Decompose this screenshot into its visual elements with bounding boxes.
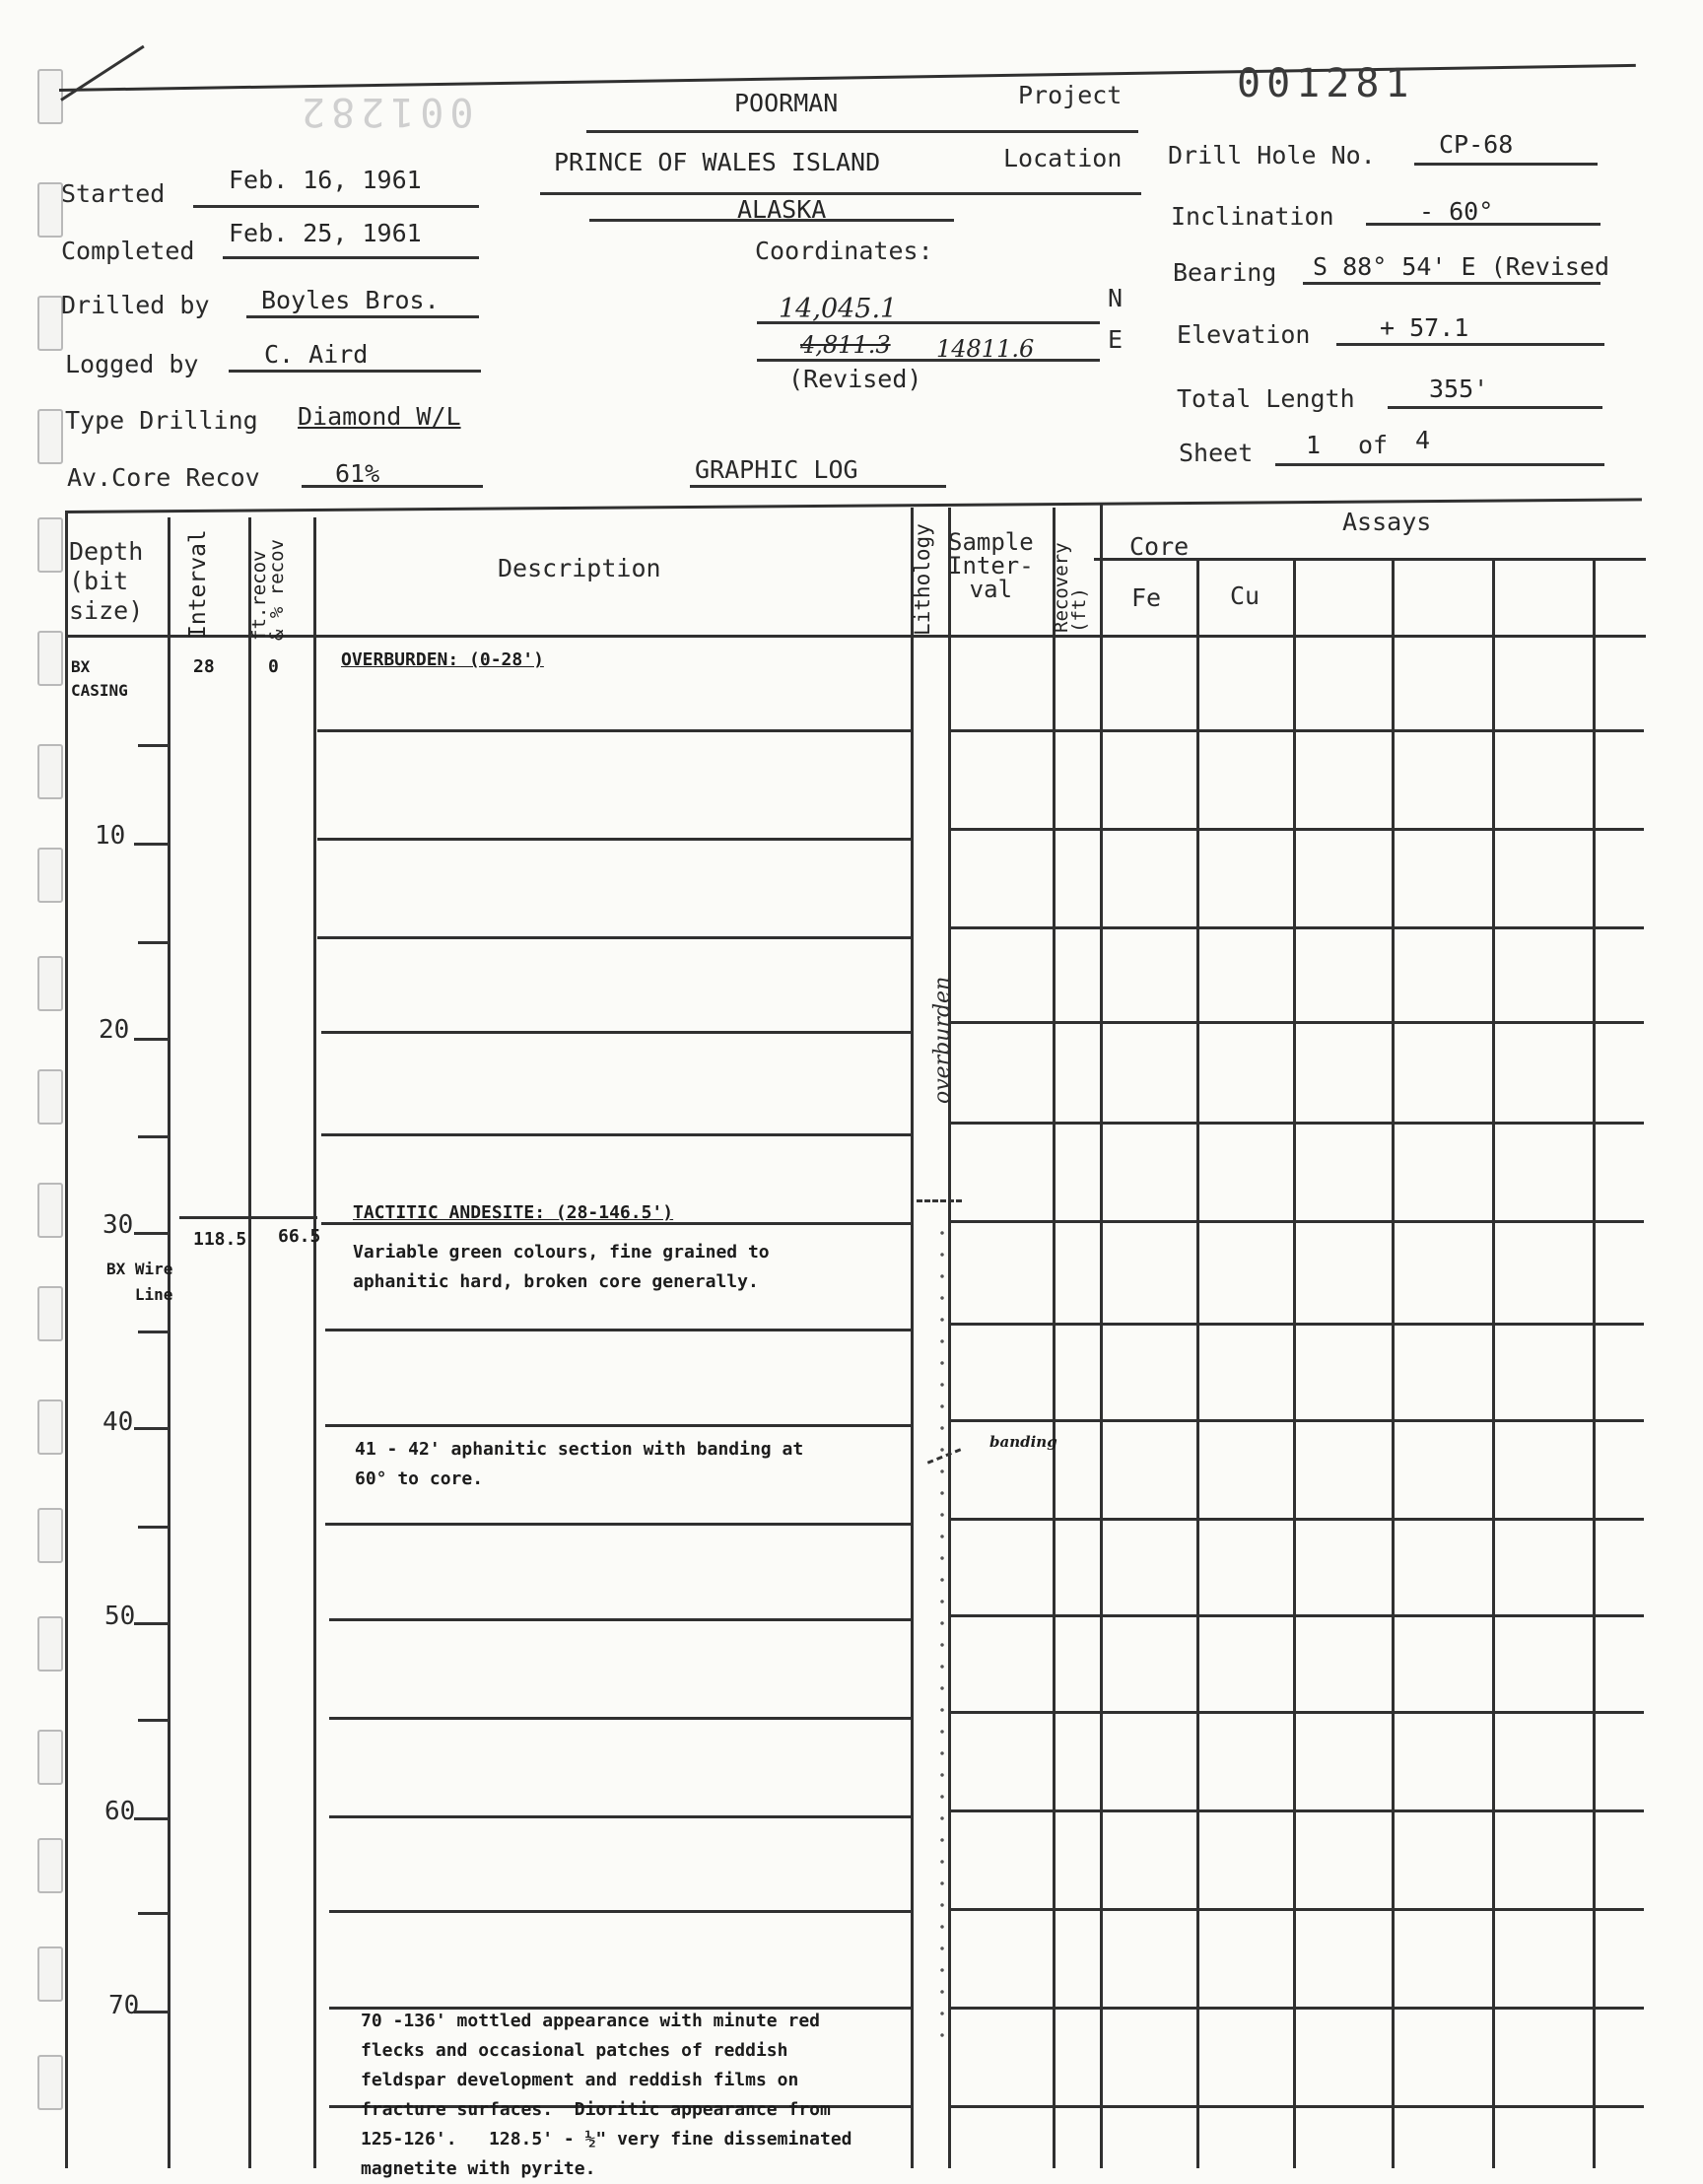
depth-tick (138, 1135, 170, 1138)
binder-hole (37, 1838, 63, 1893)
field-value-type-drilling: Diamond W/L (298, 402, 461, 431)
coord-n-underline (757, 321, 1100, 324)
row-line (948, 926, 1644, 929)
depth-tick-major (134, 843, 170, 846)
field-value-total-length: 355' (1429, 375, 1489, 403)
coord-e-label: E (1108, 325, 1124, 354)
binder-hole (37, 1069, 63, 1125)
table-header-bottom (65, 635, 1646, 638)
field-value-core-recov: 61% (335, 459, 380, 488)
depth-tick (138, 1331, 170, 1333)
lithology-overburden-label: overburden (930, 976, 955, 1104)
col-line-assay3 (1392, 558, 1395, 2168)
depth-tick-major (134, 2011, 170, 2013)
location-value: PRINCE OF WALES ISLAND (554, 148, 881, 176)
binder-hole (37, 1616, 63, 1672)
banding-note: banding (989, 1433, 1057, 1451)
depth-tick-major (134, 1427, 170, 1430)
field-value-completed: Feb. 25, 1961 (229, 219, 422, 247)
depth-tick-major (134, 1038, 170, 1041)
header-assays: Assays (1342, 508, 1432, 536)
binder-hole (37, 744, 63, 799)
header-interval: Interval (185, 529, 211, 639)
location-underline-2 (589, 219, 954, 222)
project-value: POORMAN (734, 89, 839, 117)
field-value-inclination: - 60° (1419, 197, 1494, 226)
row-line (948, 1021, 1644, 1024)
coord-n-label: N (1108, 284, 1124, 312)
binder-hole (37, 1730, 63, 1785)
row-line (325, 1424, 911, 1427)
col-line-assay4 (1492, 558, 1495, 2168)
col-line-fe (1196, 558, 1199, 2168)
row-line (329, 1618, 911, 1621)
field-label-drilled-by: Drilled by (61, 291, 210, 319)
depth-label: 70 (108, 1991, 140, 2020)
col-line-left (65, 512, 68, 2168)
banding-section-description: 41 - 42' aphanitic section with banding at 60° to core. (355, 1439, 804, 1489)
field-value-sheet-total: 4 (1415, 426, 1431, 454)
field-underline (1336, 343, 1604, 346)
coordinates-label: Coordinates: (755, 237, 933, 265)
field-underline (302, 485, 483, 488)
col-line-interval (248, 517, 251, 2168)
col-line-sample (1053, 508, 1056, 2168)
field-underline (1414, 163, 1598, 166)
field-underline (193, 205, 479, 208)
row-line (321, 1031, 911, 1034)
depth-tick (138, 1719, 170, 1722)
field-underline (1366, 223, 1601, 226)
row-line (948, 729, 1644, 732)
field-value-started: Feb. 16, 1961 (229, 166, 422, 194)
field-value-logged-by: C. Aird (264, 340, 369, 369)
row-line (317, 729, 911, 732)
depth-tick-major (134, 1817, 170, 1820)
project-label: Project (1018, 81, 1123, 109)
andesite-recov: 66.5 (278, 1226, 321, 1247)
field-label-of: of (1358, 431, 1389, 459)
wire-line-bit-size: BX Wire Line (106, 1260, 173, 1304)
coord-n-value: 14,045.1 (779, 294, 898, 324)
col-line-desc (911, 508, 914, 2168)
row-line (317, 936, 911, 939)
header-core: Core (1129, 532, 1190, 561)
row-line (948, 1323, 1644, 1326)
header-depth: Depth (bit size) (69, 537, 144, 625)
field-underline (1388, 406, 1602, 409)
coord-revised: (Revised) (788, 365, 922, 393)
field-label-elevation: Elevation (1177, 320, 1311, 349)
header-cu: Cu (1230, 581, 1260, 610)
field-underline (1275, 463, 1604, 466)
depth-label: 10 (95, 821, 126, 851)
andesite-title: TACTITIC ANDESITE: (28-146.5') (353, 1202, 674, 1223)
row-line (948, 1518, 1644, 1521)
field-label-completed: Completed (61, 237, 195, 265)
row-line (948, 1122, 1644, 1125)
lithology-pattern (938, 1222, 946, 2050)
header-description: Description (498, 554, 661, 582)
row-line (317, 838, 911, 841)
field-label-drill-hole: Drill Hole No. (1168, 141, 1376, 170)
overburden-description: OVERBURDEN: (0-28') (341, 649, 544, 670)
row-line (948, 1419, 1644, 1422)
casing-recov: 0 (268, 656, 279, 677)
location-value-2: ALASKA (737, 195, 827, 224)
field-label-total-length: Total Length (1177, 384, 1355, 413)
interval-boundary (179, 1216, 317, 1219)
depth-tick-major (134, 1622, 170, 1625)
col-line-depth (168, 517, 170, 2168)
binder-hole (37, 1286, 63, 1341)
binder-hole (37, 2055, 63, 2110)
binder-hole (37, 182, 63, 238)
field-label-logged-by: Logged by (65, 350, 199, 378)
field-label-core-recov: Av.Core Recov (67, 463, 260, 492)
row-line (325, 1523, 911, 1526)
field-value-elevation: + 57.1 (1380, 313, 1469, 342)
depth-tick-major (134, 1232, 170, 1235)
depth-label: 40 (102, 1407, 134, 1437)
coord-e-struck: 4,811.3 (800, 331, 891, 359)
field-value-bearing: S 88° 54' E (Revised (1313, 252, 1610, 281)
depth-tick (138, 941, 170, 944)
binder-hole (37, 517, 63, 573)
depth-tick (138, 1912, 170, 1915)
row-line (948, 1908, 1644, 1911)
field-underline (1303, 282, 1601, 285)
binder-hole (37, 69, 63, 124)
row-line (948, 1220, 1644, 1223)
col-line-cu (1293, 558, 1296, 2168)
casing-interval: 28 (193, 656, 215, 677)
graphic-log-underline (690, 485, 946, 488)
location-label: Location (1003, 144, 1123, 172)
binder-hole (37, 956, 63, 1011)
header-recov: ft.recov & % recov (248, 539, 288, 641)
depth-label: 60 (104, 1797, 136, 1826)
col-line-recov (313, 517, 316, 2168)
binder-hole (37, 1399, 63, 1455)
row-line (948, 828, 1644, 831)
binder-hole (37, 296, 63, 351)
header-lithology: Lithology (911, 523, 934, 636)
casing-bit-size: BX CASING (71, 657, 128, 700)
header-fe: Fe (1131, 583, 1162, 612)
graphic-log-title: GRAPHIC LOG (695, 455, 858, 484)
field-underline (246, 315, 479, 318)
binder-hole (37, 848, 63, 903)
field-value-drill-hole: CP-68 (1439, 130, 1514, 159)
row-line (948, 1809, 1644, 1812)
field-label-started: Started (61, 179, 166, 208)
binder-hole (37, 1183, 63, 1238)
field-underline (229, 370, 481, 373)
row-line (948, 2007, 1644, 2010)
andesite-description: Variable green colours, fine grained to aphanitic hard, broken core generally. (353, 1242, 770, 1292)
header-sample-interval: Sample Inter- val (948, 528, 1034, 603)
coord-e-underline (757, 359, 1100, 362)
field-value-drilled-by: Boyles Bros. (261, 286, 440, 314)
row-line (329, 1910, 911, 1913)
row-line (329, 1717, 911, 1720)
depth-label: 50 (104, 1602, 136, 1631)
row-line (948, 1711, 1644, 1714)
binder-hole (37, 409, 63, 464)
andesite-interval: 118.5 (193, 1229, 247, 1250)
faded-doc-number: 001282 (296, 89, 474, 134)
field-label-sheet: Sheet (1179, 439, 1254, 467)
coord-e-handwritten: 14811.6 (936, 335, 1035, 363)
col-line-assay5 (1593, 558, 1596, 2168)
col-line-recovery (1100, 505, 1103, 2168)
field-label-bearing: Bearing (1173, 258, 1277, 287)
field-label-type-drilling: Type Drilling (65, 406, 258, 435)
row-line (948, 1614, 1644, 1617)
field-label-inclination: Inclination (1171, 202, 1334, 231)
binder-hole (37, 631, 63, 686)
corner-mark (60, 45, 145, 102)
lithology-contact (917, 1199, 962, 1202)
depth-label: 30 (102, 1210, 134, 1240)
field-value-sheet: 1 (1306, 431, 1322, 459)
mottled-description: 70 -136' mottled appearance with minute red flecks and occasional patches of reddish feldspar development and reddish films on fracture surfaces. Dioritic appearance from 125-126'. 128.5' - ½" very fine disseminated magnetite with pyrite. (361, 2011, 852, 2179)
row-line (321, 1133, 911, 1136)
location-underline (540, 192, 1141, 195)
row-line (948, 2105, 1644, 2108)
binder-hole (37, 1508, 63, 1563)
row-line (329, 1815, 911, 1818)
doc-number-stamp: 001281 (1237, 61, 1415, 106)
row-line (325, 1329, 911, 1331)
binder-hole (37, 1946, 63, 2002)
project-underline (586, 130, 1138, 133)
col-line-litho (948, 508, 951, 2168)
field-underline (223, 256, 479, 259)
header-recovery: Recovery (ft) (1051, 542, 1090, 633)
depth-label: 20 (99, 1015, 130, 1045)
depth-tick (138, 1526, 170, 1529)
depth-tick (138, 744, 170, 747)
